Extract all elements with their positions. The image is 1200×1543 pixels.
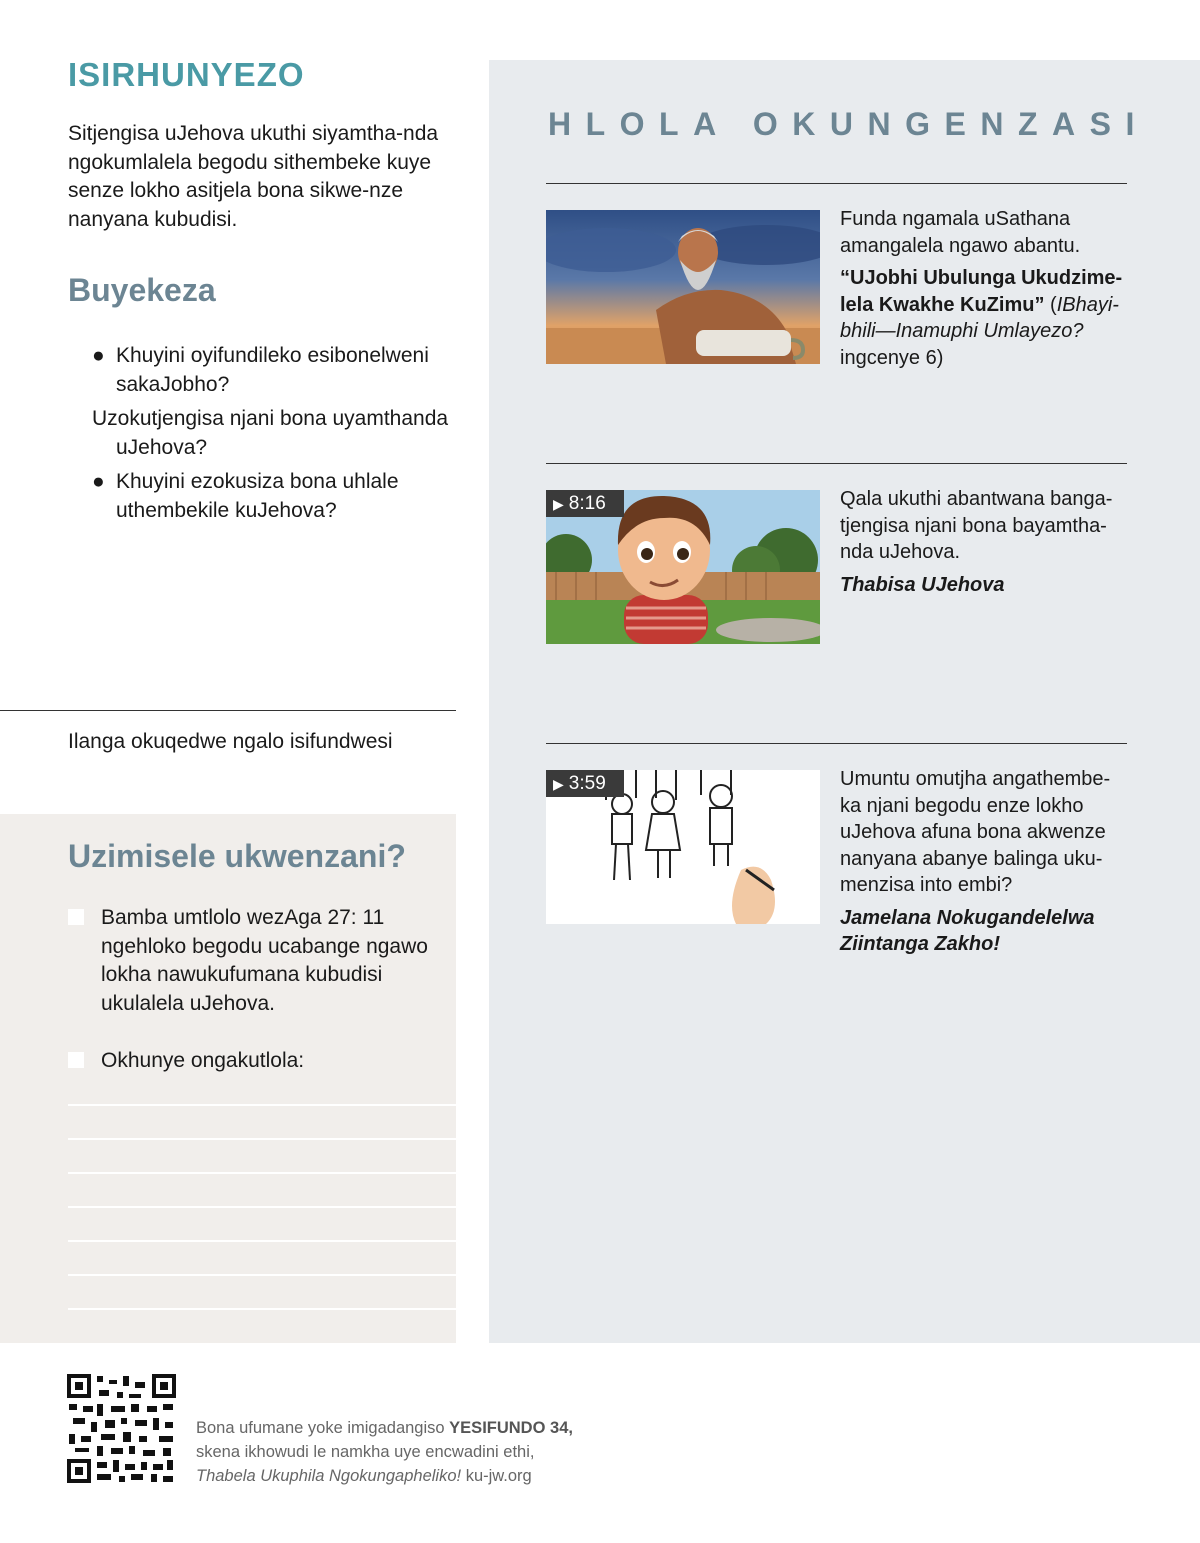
explore-item-title[interactable]: “UJobhi Ubulunga Ukudzime-lela Kwakhe KuZimu” xyxy=(840,267,1123,316)
website-link[interactable]: ku-jw.org xyxy=(461,1467,532,1485)
summary-text: Sitjengisa uJehova ukuthi siyamtha-nda ngokumlalela begodu sithembeke kuye senze lokho asitjela bona sikwe-nze nanyana kubudisi. xyxy=(68,122,439,231)
bullet-icon: ● xyxy=(92,470,105,493)
writing-line[interactable] xyxy=(68,1308,456,1310)
explore-item-description: Qala ukuthi abantwana banga-tjengisa njani bona bayamtha-nda uJehova. xyxy=(840,488,1113,563)
explore-divider xyxy=(546,463,1127,464)
explore-item-text xyxy=(840,486,1130,598)
writing-line[interactable] xyxy=(68,1138,456,1140)
goal-item: Okhunye ongakutlola: xyxy=(68,1047,448,1076)
completion-date-label: Ilanga okuqedwe ngalo isifundwesi xyxy=(68,730,393,753)
explore-item-title[interactable]: Thabisa UJehova xyxy=(840,573,1005,596)
explore-divider xyxy=(546,743,1127,744)
qr-code[interactable] xyxy=(67,1374,176,1483)
writing-line[interactable] xyxy=(68,1274,456,1276)
review-questions xyxy=(92,342,452,531)
play-icon: ▶ xyxy=(553,496,564,512)
date-divider xyxy=(0,710,456,711)
video-duration-badge: ▶ 3:59 xyxy=(546,770,624,797)
explore-item-title[interactable]: Jamelana Nokugandelelwa Ziintanga Zakho! xyxy=(840,906,1095,955)
review-question: ● Khuyini ezokusiza bona uhlale uthembekile kuJehova? xyxy=(92,470,399,522)
explore-heading: HLOLA OKUNGENZASI xyxy=(548,106,1149,142)
goal-checkbox[interactable] xyxy=(68,1052,84,1068)
writing-line[interactable] xyxy=(68,1172,456,1174)
review-heading: Buyekeza xyxy=(68,272,216,308)
video-duration-badge: ▶ 8:16 xyxy=(546,490,624,517)
puppet-sketch-image[interactable] xyxy=(546,770,820,924)
goal-box xyxy=(0,814,456,1343)
explore-item-description: Funda ngamala uSathana amangalela ngawo abantu. xyxy=(840,208,1081,257)
writing-line[interactable] xyxy=(68,1206,456,1208)
review-question: Uzokutjengisa njani bona uyamthanda uJehova? xyxy=(92,407,449,459)
explore-divider xyxy=(546,183,1127,184)
explore-item-text: Funda ngamala uSathana amangalela ngawo abantu. “UJobhi Ubulunga Ukudzime-lela Kwakhe KuZimu” (IBhayi-bhili—Inamuphi Umlayezo? ingcenye 6) xyxy=(840,208,1123,369)
bullet-icon: ● xyxy=(92,344,105,367)
writing-line[interactable] xyxy=(68,1240,456,1242)
writing-line[interactable] xyxy=(68,1104,456,1106)
explore-item-description: Umuntu omutjha angathembe-ka njani begodu enze lokho uJehova afuna bona akwenze nanyana abanye balinga uku-menzisa into embi? xyxy=(840,768,1111,896)
animated-boy-image[interactable] xyxy=(546,490,820,644)
goal-checkbox[interactable] xyxy=(68,909,84,925)
summary-heading: ISIRHUNYEZO xyxy=(68,56,305,93)
book-title: Thabela Ukuphila Ngokungapheliko! xyxy=(196,1467,462,1485)
source-publication: IBhayi-bhili—Inamuphi Umlayezo? xyxy=(840,293,1119,342)
explore-item-text xyxy=(840,766,1130,958)
lesson-reference: YESIFUNDO 34, xyxy=(449,1419,573,1437)
goal-heading: Uzimisele ukwenzani? xyxy=(68,838,406,874)
review-question: ● Khuyini oyifundileko esibonelweni sakaJobho? xyxy=(92,344,429,396)
job-sitting-image[interactable] xyxy=(546,210,820,364)
footer-text: Bona ufumane yoke imigadangiso YESIFUNDO 34, skena ikhowudi le namkha uye encwadini ethi, Thabela Ukuphila Ngokungapheliko! ku-jw.org xyxy=(196,1419,573,1485)
goal-item: Bamba umtlolo wezAga 27: 11 ngehloko begodu ucabange ngawo lokha nawukufumana kubudisi ukulalela uJehova. xyxy=(68,904,448,1018)
play-icon: ▶ xyxy=(553,776,564,792)
